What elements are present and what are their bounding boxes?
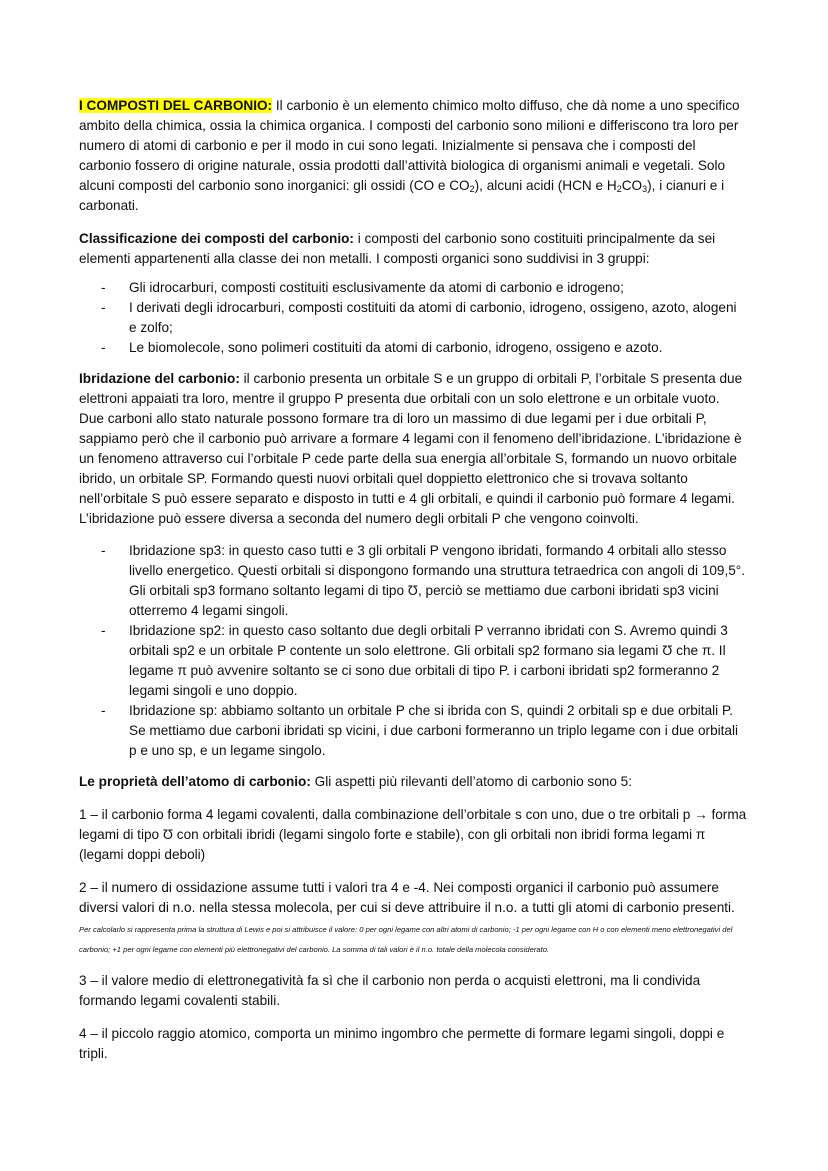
bullet-list-gruppi [79, 278, 747, 358]
paragraph-text: CO [621, 178, 643, 193]
subscript: 2 [469, 184, 475, 194]
subscript: 2 [616, 184, 622, 194]
paragraph-text: i composti del carbonio sono costituiti principalmente da sei elementi appartenenti alla classe dei non metalli. I composti organici sono suddivisi in 3 gruppi: [79, 231, 716, 266]
list-item: - I derivati degli idrocarburi, composti costituiti da atomi di carbonio, idrogeno, ossigeno, azoto, alogeni e zolfo; [101, 300, 737, 335]
paragraph-text: ), alcuni acidi (HCN e H [474, 178, 617, 193]
document-content [79, 96, 747, 1077]
paragraph-text: Gli aspetti più rilevanti dell’atomo di carbonio sono 5: [310, 774, 633, 789]
highlighted-heading: I COMPOSTI DEL CARBONIO: [79, 98, 273, 113]
list-item: - Gli idrocarburi, composti costituiti esclusivamente da atomi di carbonio e idrogeno; [101, 280, 624, 295]
property-item-1: 1 – il carbonio forma 4 legami covalenti, dalla combinazione dell’orbitale s con uno, due o tre orbitali p → forma legami di tipo Ʊ con orbitali ibridi (legami singolo forte e stabile), con gli orbitali non ibridi forma legami π (legami doppi deboli) [79, 807, 747, 862]
property-item-4: 4 – il piccolo raggio atomico, comporta un minimo ingombro che permette di formare legami singoli, doppi e tripli. [79, 1026, 725, 1061]
list-item: - Ibridazione sp: abbiamo soltanto un orbitale P che si ibrida con S, quindi 2 orbitali sp e due orbitali P. Se mettiamo due carboni ibridati sp vicini, i due carboni formeranno un triplo legame con i due orbitali p e uno sp, e un legame singolo. [101, 703, 739, 758]
property-item-3: 3 – il valore medio di elettronegatività fa sì che il carbonio non perda o acquisti elettroni, ma li condivida formando legami covalenti stabili. [79, 973, 701, 1008]
paragraph-text: Il carbonio è un elemento chimico molto diffuso, che dà nome a uno specifico ambito della chimica, ossia la chimica organica. I composti del carbonio sono milioni e differiscono tra loro per numero di atomi di carbonio e per il modo in cui sono legati. Inizialmente si pensava che i composti del carbonio fossero di origine naturale, ossia prodotti dall’attività biologica di organismi animali e vegetali. Solo alcuni composti del carbonio sono inorganici: gli ossidi (CO e CO [79, 98, 740, 193]
list-item: - Le biomolecole, sono polimeri costituiti da atomi di carbonio, idrogeno, ossigeno e azoto. [101, 340, 663, 355]
paragraph-classificazione [79, 229, 747, 269]
footnote-text: Per calcolarlo si rappresenta prima la struttura di Lewis e poi si attribuisce il valore: 0 per ogni legame con altri atomi di carbonio; -1 per ogni legame con H o con elementi meno elettronegativi del carbonio; +1 per ogni legame con elementi più elettronegativi del carbonio. La somma di tali valori è il n.o. totale della molecola considerato. [79, 925, 733, 954]
paragraph-text: ), i cianuri e i carbonati. [79, 178, 725, 213]
list-item: - Ibridazione sp3: in questo caso tutti e 3 gli orbitali P vengono ibridati, formando 4 orbitali allo stesso livello energetico. Questi orbitali si dispongono formando una struttura tetraedrica con angoli di 109,5°. Gli orbitali sp3 formano soltanto legami di tipo Ʊ, perciò se mettiamo due carboni ibridati sp3 vicini otterremo 4 legami singoli. [101, 543, 746, 618]
property-item-2: 2 – il numero di ossidazione assume tutti i valori tra 4 e -4. Nei composti organici il carbonio può assumere diversi valori di n.o. nella stessa molecola, per cui si deve attribuire il n.o. a tutti gli atomi di carbonio presenti. Per calcolarlo si rappresenta prima la struttura di Lewis e poi si attribuisce il valore: 0 per ogni legame con altri atomi di carbonio; -1 per ogni legame con H o con elementi meno elettronegativi del carbonio; +1 per ogni legame con elementi più elettronegativi del carbonio. La somma di tali valori è il n.o. totale della molecola considerato. [79, 880, 735, 954]
paragraph-proprieta [79, 772, 747, 792]
subscript: 3 [642, 184, 648, 194]
section-heading: Le proprietà dell’atomo di carbonio: [79, 774, 311, 789]
section-heading: Ibridazione del carbonio: [79, 371, 240, 386]
paragraph-composti [79, 96, 747, 216]
bullet-list-ibridazioni [79, 541, 747, 761]
paragraph-ibridazione [79, 369, 747, 529]
paragraph-text: il carbonio presenta un orbitale S e un gruppo di orbitali P, l’orbitale S presenta due elettroni appaiati tra loro, mentre il gruppo P presenta due orbitali con un solo elettrone e un orbitale vuoto. Due carboni allo stato naturale possono formare tra di loro un massimo di due legami per i due orbitali P, sappiamo però che il carbonio può arrivare a formare 4 legami con il fenomeno dell’ibridazione. L’ibridazione è un fenomeno attraverso cui l’orbitale P cede parte della sua energia all’orbitale S, formando un nuovo orbitale ibrido, un orbitale SP. Formando questi nuovi orbitali quel doppietto elettronico che si trovava soltanto nell’orbitale S può essere separato e disposto in tutti e 4 gli orbitali, e quindi il carbonio può formare 4 legami. L’ibridazione può essere diversa a seconda del numero degli orbitali P che vengono coinvolti. [79, 371, 743, 526]
list-item: - Ibridazione sp2: in questo caso soltanto due degli orbitali P verranno ibridati con S. Avremo quindi 3 orbitali sp2 e un orbitale P contente un solo elettrone. Gli orbitali sp2 formano sia legami Ʊ che π. Il legame π può avvenire soltanto se ci sono due orbitali di tipo P. i carboni ibridati sp2 formeranno 2 legami singoli e uno doppio. [101, 623, 728, 698]
section-heading: Classificazione dei composti del carbonio: [79, 231, 354, 246]
